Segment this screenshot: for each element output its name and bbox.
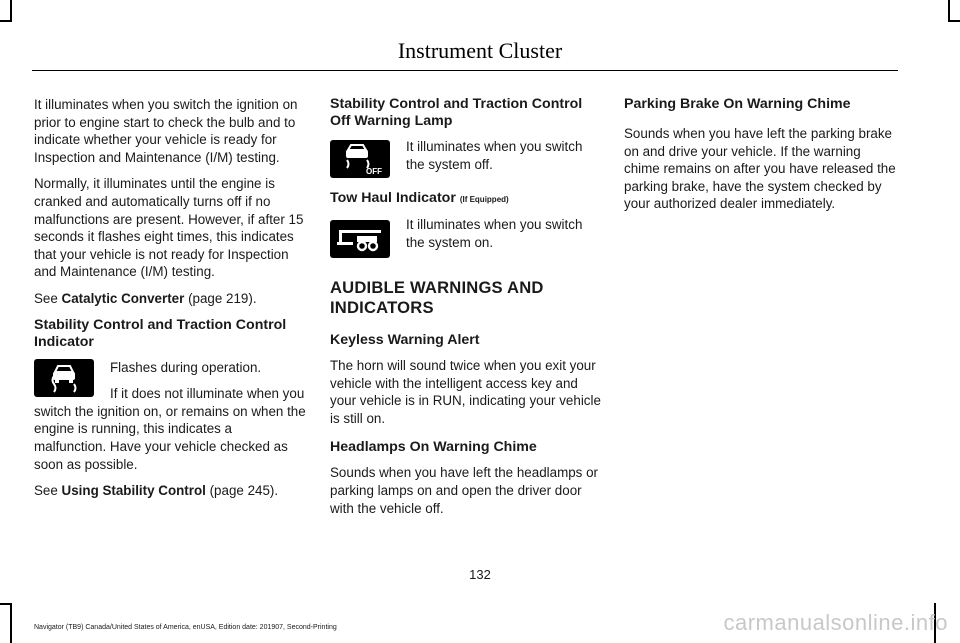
footer-edition: Navigator (TB9) Canada/United States of America, enUSA, Edition date: 201907, Second-Printing (34, 624, 337, 631)
section-heading-audible-2: INDICATORS (330, 298, 434, 317)
heading-headlamps: Headlamps On Warning Chime (330, 439, 537, 456)
paragraph-malfunction: If it does not illuminate when you switch the ignition on, or remains on when the engine is running, this indicates a malfunction. Have your vehicle checked as soon as possible. (34, 386, 306, 472)
paragraph-system-on: It illuminates when you switch the system on. (406, 217, 583, 250)
paragraph-not-ready: Normally, it illuminates until the engine is cranked and automatically turns off if no malfunctions are present. However, if after 15 seconds it flashes eight times, this indicates that your vehicle is not ready for Inspection and Maintenance (I/M) testing. (34, 176, 304, 280)
crop-mark-top-right-v (948, 0, 950, 22)
paragraph-keyless: The horn will sound twice when you exit your vehicle with the intelligent access key and your vehicle is in RUN, indicating your vehicle is still on. (330, 358, 601, 426)
stability-control-off-icon (330, 140, 390, 178)
stability-control-icon (34, 359, 94, 397)
watermark: carmanualsonline.info (723, 610, 948, 635)
off-label: OFF (366, 167, 382, 176)
page-number: 132 (469, 567, 491, 582)
see-reference-stability: See Using Stability Control (page 245). (34, 483, 279, 499)
crop-mark-bottom-left-h (0, 603, 12, 605)
heading-keyless: Keyless Warning Alert (330, 332, 480, 348)
crop-mark-top-right-h (948, 20, 960, 22)
paragraph-parking-brake: Sounds when you have left the parking brake on and drive your vehicle. If the warning chime remains on after you have released the parking brake, have the system checked by your authorized dealer immediately. (624, 126, 896, 212)
crop-mark-top-left-v (10, 0, 12, 22)
paragraph-im-testing: It illuminates when you switch the ignition on prior to engine start to check the bulb and to indicate whether your vehicle is ready for Inspection and Maintenance (I/M) testing. (34, 97, 298, 165)
crop-mark-bottom-left-v (10, 603, 12, 643)
column-1 (34, 96, 306, 509)
heading-stability-indicator: Stability Control and Traction Control Indicator (34, 316, 287, 350)
paragraph-system-off: It illuminates when you switch the system off. (406, 139, 583, 172)
if-equipped-note: (If Equipped) (459, 195, 509, 204)
paragraph-headlamps: Sounds when you have left the headlamps or parking lamps on and open the driver door with the vehicle off. (330, 465, 598, 516)
page-title: Instrument Cluster (397, 38, 563, 63)
heading-parking-brake: Parking Brake On Warning Chime (624, 96, 851, 112)
crop-mark-top-left-h (0, 20, 12, 22)
tow-haul-icon (330, 220, 390, 258)
catalytic-converter-link[interactable]: Catalytic Converter (61, 290, 185, 306)
heading-tow-haul: Tow Haul Indicator (If Equipped) (330, 190, 509, 206)
see-reference-catalytic: See Catalytic Converter (page 219). (34, 290, 257, 306)
using-stability-control-link[interactable]: Using Stability Control (61, 483, 206, 499)
heading-stability-off: Stability Control and Traction Control Off Warning Lamp (330, 96, 583, 129)
paragraph-flashes: Flashes during operation. (110, 359, 262, 375)
column-2 (330, 96, 602, 526)
column-3 (624, 96, 896, 222)
header-divider (32, 70, 898, 71)
section-heading-audible-1: AUDIBLE WARNINGS AND (330, 278, 544, 297)
